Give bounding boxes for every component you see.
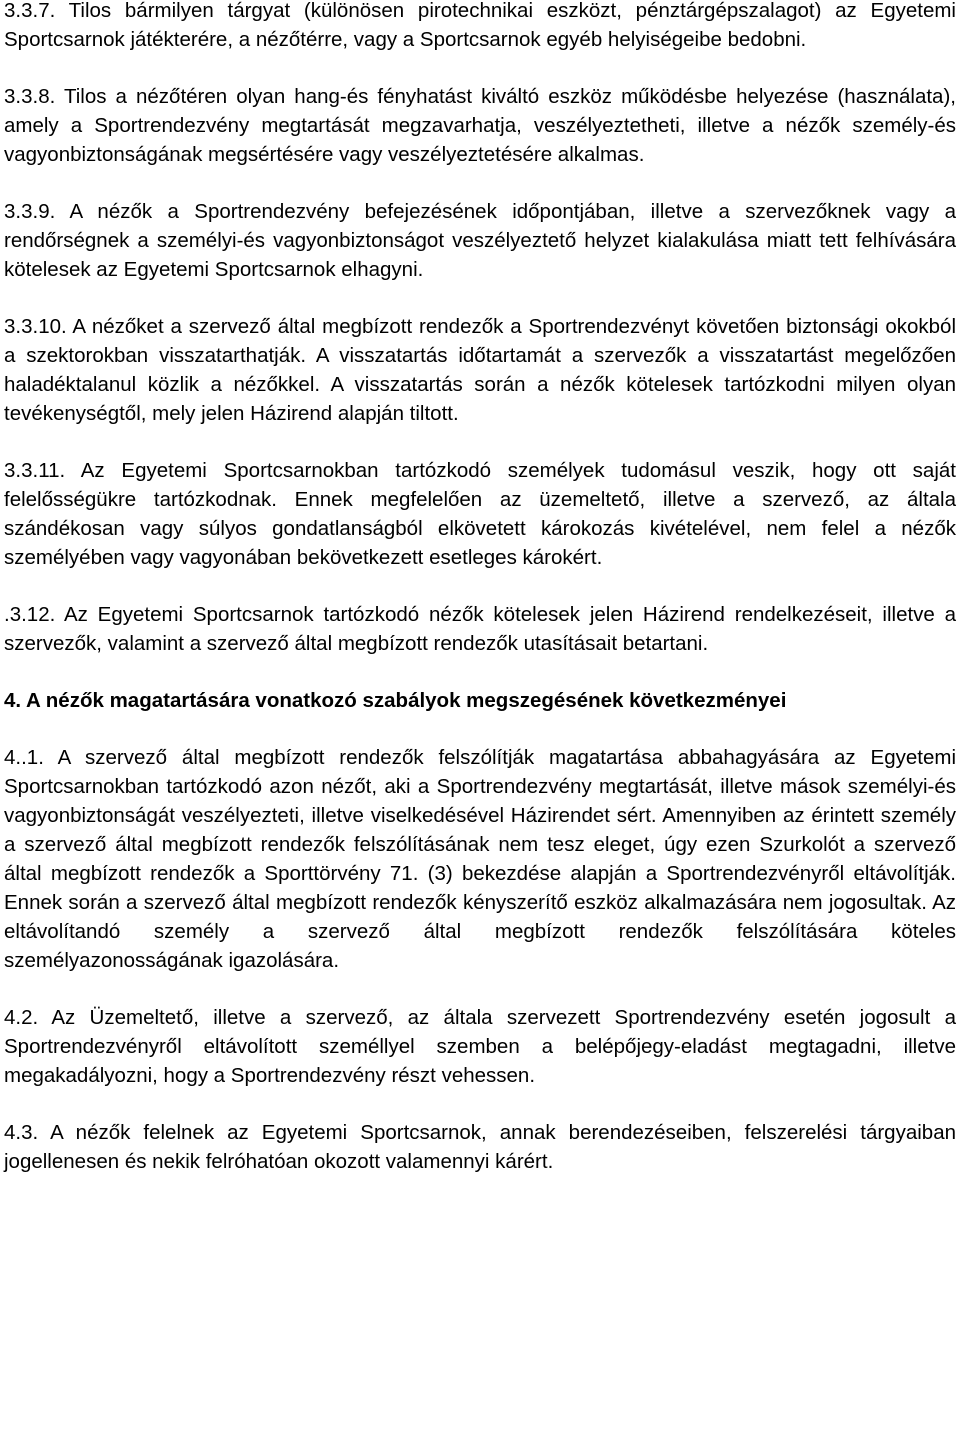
paragraph-4-3: 4.3. A nézők felelnek az Egyetemi Sportcsarnok, annak berendezéseiben, felszerelési tárgyaiban jogellenesen és nekik felróhatóan okozott valamennyi kárért.: [4, 1121, 956, 1173]
section-4-heading: 4. A nézők magatartására vonatkozó szabályok megszegésének következményei: [4, 689, 787, 712]
paragraph-3-3-11: 3.3.11. Az Egyetemi Sportcsarnokban tartózkodó személyek tudomásul veszik, hogy ott saját felelősségükre tartózkodnak. Ennek megfelelően az üzemeltető, illetve a szervező, az általa szándékosan vagy súlyos gondatlanságból elkövetett károkozás kivételével, nem felel a nézők személyében vagy vagyonában bekövetkezett esetleges károkért.: [4, 459, 956, 569]
paragraph-3-3-10: 3.3.10. A nézőket a szervező által megbízott rendezők a Sportrendezvényt követően biztonsági okokból a szektorokban visszatarthatják. A visszatartás időtartamát a szervezők a visszatartást megelőzően haladéktalanul közlik a nézőkkel. A visszatartás során a nézők kötelesek tartózkodni milyen olyan tevékenységtől, mely jelen Házirend alapján tiltott.: [4, 315, 956, 425]
paragraph-4-1: 4..1. A szervező által megbízott rendezők felszólítják magatartása abbahagyására az Egyetemi Sportcsarnokban tartózkodó azon nézőt, aki a Sportrendezvény megtartását, illetve mások személyi-és vagyonbiztonságát veszélyezteti, illetve viselkedésével Házirendet sért. Amennyiben az érintett személy a szervező által megbízott rendezők felszólításának nem tesz eleget, úgy ezen Szurkolót a szervező által megbízott rendezők a Sporttörvény 71. (3) bekezdése alapján a Sportrendezvényről eltávolítják. Ennek során a szervező által megbízott rendezők kényszerítő eszköz alkalmazására nem jogosultak. Az eltávolítandó személy a szervező által megbízott rendezők felszólítására köteles személyazonosságának igazolására.: [4, 746, 956, 972]
paragraph-3-3-8: 3.3.8. Tilos a nézőtéren olyan hang-és fényhatást kiváltó eszköz működésbe helyezése (használata), amely a Sportrendezvény megtartását megzavarhatja, veszélyeztetheti, illetve a nézők személy-és vagyonbiztonságának megsértésére vagy veszélyeztetésére alkalmas.: [4, 85, 956, 166]
document-page: [4, 0, 956, 1176]
paragraph-3-3-7: 3.3.7. Tilos bármilyen tárgyat (különösen pirotechnikai eszközt, pénztárgépszalagot) az Egyetemi Sportcsarnok játékterére, a nézőtérre, vagy a Sportcsarnok egyéb helyiségeibe bedobni.: [4, 0, 956, 51]
paragraph-3-3-9: 3.3.9. A nézők a Sportrendezvény befejezésének időpontjában, illetve a szervezőknek vagy a rendőrségnek a személyi-és vagyonbiztonságot veszélyeztető helyzet kialakulása miatt tett felhívására kötelesek az Egyetemi Sportcsarnok elhagyni.: [4, 200, 956, 281]
paragraph-3-3-12: .3.12. Az Egyetemi Sportcsarnok tartózkodó nézők kötelesek jelen Házirend rendelkezéseit, illetve a szervezők, valamint a szervező által megbízott rendezők utasításait betartani.: [4, 603, 956, 655]
paragraph-4-2: 4.2. Az Üzemeltető, illetve a szervező, az általa szervezett Sportrendezvény esetén jogosult a Sportrendezvényről eltávolított személlyel szemben a belépőjegy-eladást megtagadni, illetve megakadályozni, hogy a Sportrendezvény részt vehessen.: [4, 1006, 956, 1087]
